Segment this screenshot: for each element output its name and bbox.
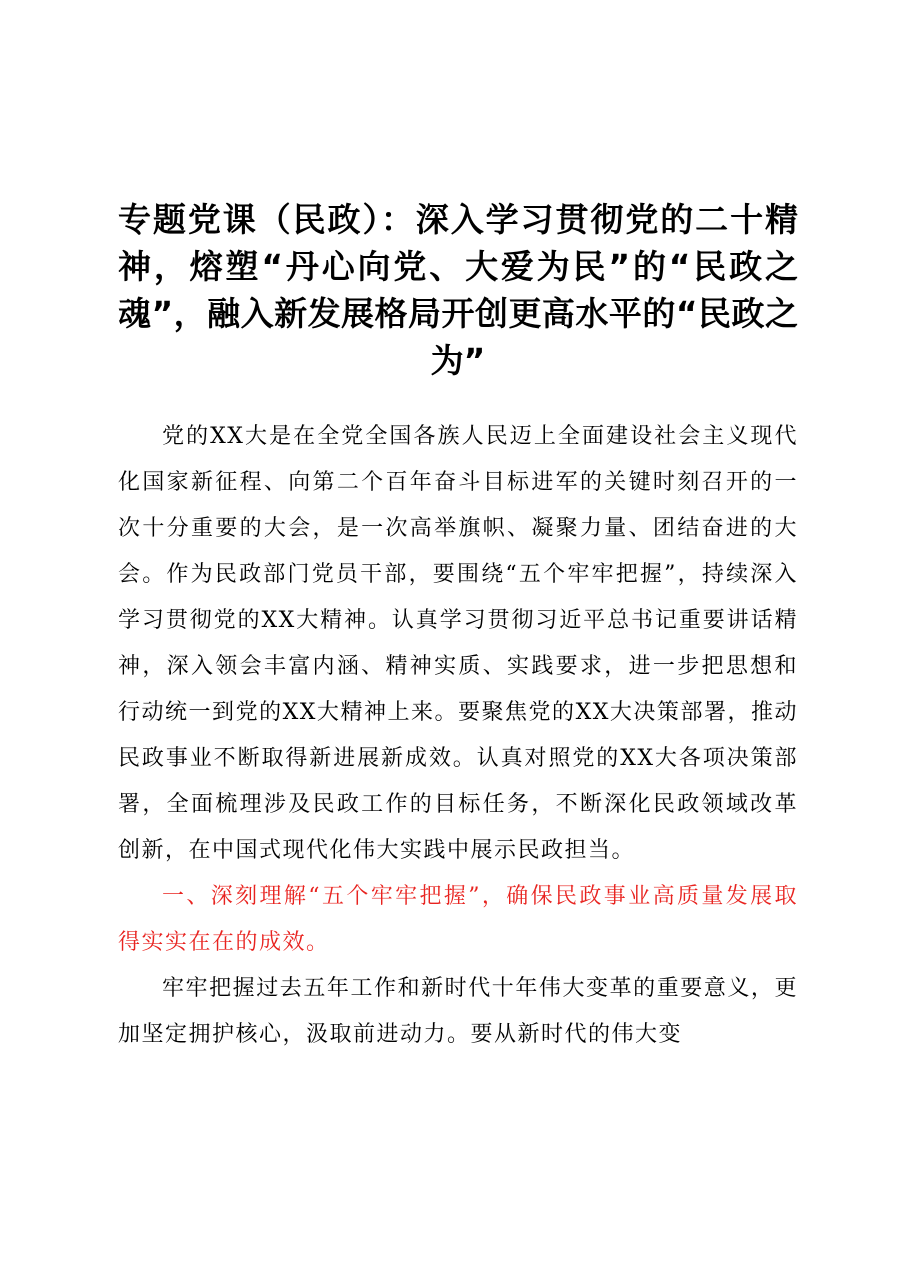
document-body bbox=[118, 414, 798, 1058]
document-title: 专题党课（民政）：深入学习贯彻党的二十精神，熔塑“丹心向党、大爱为民”的“民政之魂”，融入新发展格局开创更高水平的“民政之为” bbox=[118, 200, 798, 380]
body-paragraph-intro: 党的XX大是在全党全国各族人民迈上全面建设社会主义现代化国家新征程、向第二个百年奋斗目标进军的关键时刻召开的一次十分重要的大会，是一次高举旗帜、凝聚力量、团结奋进的大会。作为民政部门党员干部，要围绕“五个牢牢把握”，持续深入学习贯彻党的XX大精神。认真学习贯彻习近平总书记重要讲话精神，深入领会丰富内涵、精神实质、实践要求，进一步把思想和行动统一到党的XX大精神上来。要聚焦党的XX大决策部署，推动民政事业不断取得新进展新成效。认真对照党的XX大各项决策部署，全面梳理涉及民政工作的目标任务，不断深化民政领域改革创新，在中国式现代化伟大实践中展示民政担当。 bbox=[118, 424, 798, 863]
body-paragraph-section-1: 牢牢把握过去五年工作和新时代十年伟大变革的重要意义，更加坚定拥护核心，汲取前进动力。要从新时代的伟大变 bbox=[118, 976, 798, 1047]
section-heading-1: 一、深刻理解“五个牢牢把握”，确保民政事业高质量发展取得实实在在的成效。 bbox=[118, 884, 798, 955]
